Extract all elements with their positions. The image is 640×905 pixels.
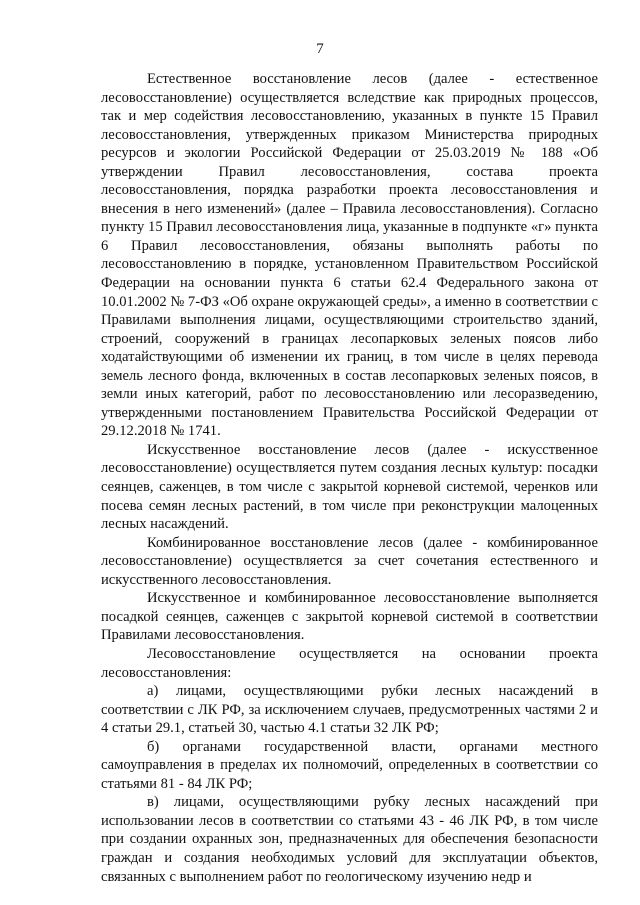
list-item-v: в) лицами, осуществляющими рубку лесных насаждений при использовании лесов в соответствии со статьями 43 - 46 ЛК РФ, в том числе при создании охранных зон, предназначенных для обеспечения безопасности граждан и создания необходимых условий для эксплуатации объектов, связанных с выполнением работ по геологическому изучению недр и [101,794,598,885]
document-body [101,70,598,886]
paragraph-combined-reforestation: Комбинированное восстановление лесов (далее - комбинированное лесовосстановление) осуществляется за счет сочетания естественного и искусственного лесовосстановления. [101,534,598,588]
paragraph-natural-reforestation: Естественное восстановление лесов (далее - естественное лесовосстановление) осуществляется вследствие как природных процессов, так и мер содействия лесовосстановлению, указанных в пункте 15 Правил лесовосстановления, утвержденных приказом Министерства природных ресурсов и экологии Российской Федерации от 25.03.2019 № 188 «Об утверждении Правил лесовосстановления, состава проекта лесовосстановления, порядка разработки проекта лесовосстановления и внесения в него изменений» (далее – Правила лесовосстановления). Согласно пункту 15 Правил лесовосстановления лица, указанные в подпункте «г» пункта 6 Правил лесовосстановления, обязаны выполнять работы по лесовосстановлению в порядке, установленном Правительством Российской Федерации на основании пункта 6 статьи 62.4 Федерального закона от 10.01.2002 № 7-ФЗ «Об охране окружающей среды», а именно в соответствии с Правилами выполнения лицами, осуществляющими строительство зданий, строений, сооружений в границах лесопарковых зеленых поясов либо ходатайствующими об изменении их границ, в том числе в целях перевода земель лесного фонда, включенных в состав лесопарковых зеленых поясов, в земли иных категорий, работ по лесовосстановлению или лесоразведению, утвержденными постановлением Правительства Российской Федерации от 29.12.2018 № 1741. [101,71,598,440]
paragraph-planting-method: Искусственное и комбинированное лесовосстановление выполняется посадкой сеянцев, саженцев с закрытой корневой системой в соответствии Правилами лесовосстановления. [101,590,598,644]
paragraph-artificial-reforestation: Искусственное восстановление лесов (далее - искусственное лесовосстановление) осуществляется путем создания лесных культур: посадки сеянцев, саженцев, в том числе с закрытой корневой системой, черенков или посева семян лесных растений, в том числе при реконструкции малоценных лесных насаждений. [101,441,598,533]
paragraph-project-basis: Лесовосстановление осуществляется на основании проекта лесовосстановления: [101,645,598,681]
list-item-b: б) органами государственной власти, органами местного самоуправления в пределах их полномочий, определенных в соответствии со статьями 81 - 84 ЛК РФ; [101,738,598,792]
page-number: 7 [316,41,324,57]
list-item-a: а) лицами, осуществляющими рубки лесных насаждений в соответствии с ЛК РФ, за исключением случаев, предусмотренных частями 2 и 4 статьи 29.1, статьей 30, частью 4.1 статьи 32 ЛК РФ; [101,683,598,737]
